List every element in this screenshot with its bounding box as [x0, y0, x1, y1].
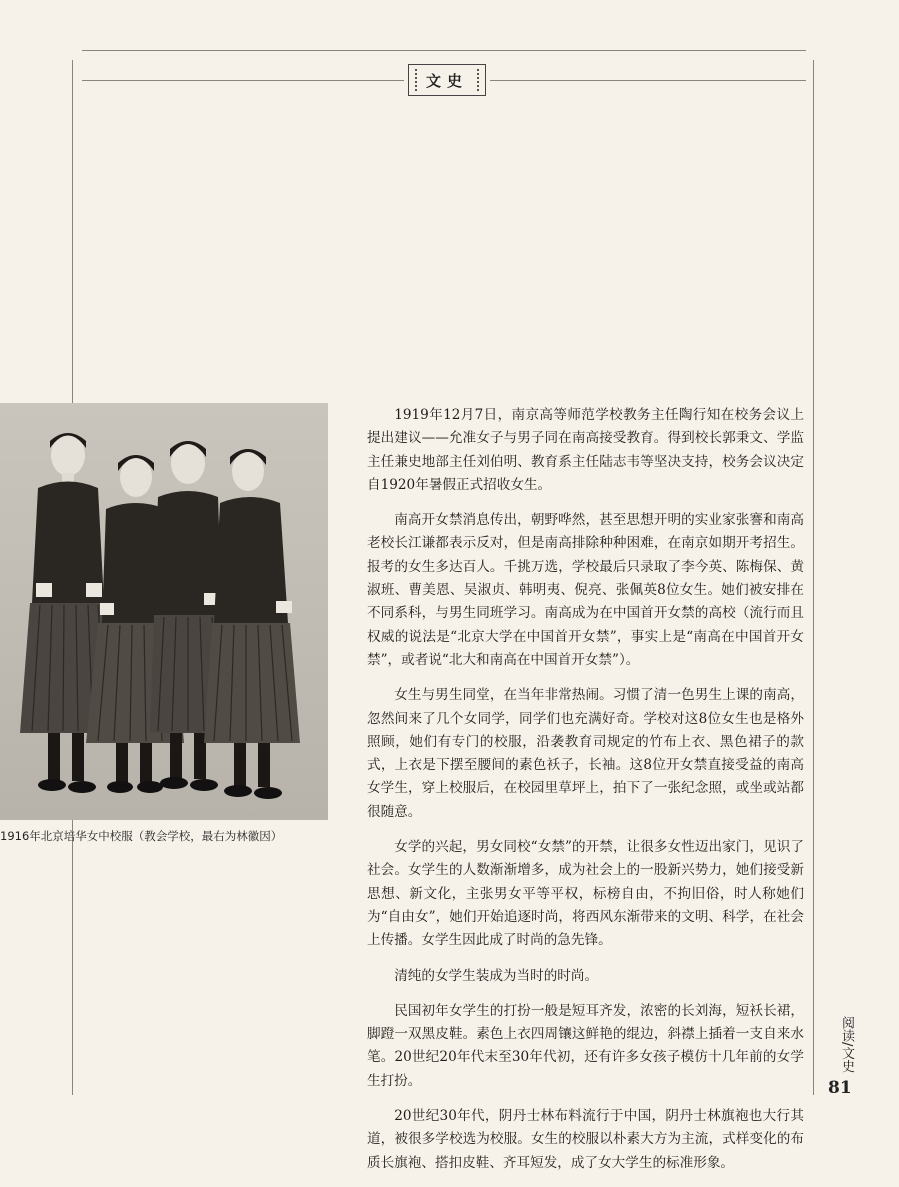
paragraph: 1919年12月7日，南京高等师范学校教务主任陶行知在校务会议上提出建议——允准女子与男子同在南高接受教育。得到校长郭秉文、学监主任兼史地部主任刘伯明、教育系主任陆志韦等坚决支持，校务会议决定自1920年暑假正式招收女生。	[367, 407, 804, 493]
right-margin-rule	[813, 60, 814, 1095]
section-title: 文史	[425, 71, 468, 90]
photo-illustration	[0, 403, 328, 820]
photo-caption: 1916年北京培华女中校服（教会学校，最右为林徽因）	[0, 829, 283, 843]
paragraph: 南高开女禁消息传出，朝野哗然，甚至思想开明的实业家张謇和南高老校长江谦都表示反对，但是南高排除种种困难，在南京如期开考招生。报考的女生多达百人。千挑万选，学校最后只录取了李今英、陈梅保、黄淑班、曹美恩、吴淑贞、韩明夷、倪亮、张佩英8位女生。她们被安排在不同系科，与男生同班学习。南高成为在中国首开女禁的高校（流行而且权威的说法是“北京大学在中国首开女禁”，事实上是“南高在中国首开女禁”，或者说“北大和南高在中国首开女禁”）。	[367, 512, 804, 668]
paragraph: 民国初年女学生的打扮一般是短耳齐发，浓密的长刘海，短袄长裙，脚蹬一双黑皮鞋。素色上衣四周镶这鲜艳的绲边，斜襟上插着一支自来水笔。20世纪20年代末至30年代初，还有许多女孩子模仿十几年前的女学生打扮。	[367, 1002, 804, 1089]
magazine-section-label: 阅读/文史	[839, 1016, 854, 1073]
paragraph: 女学的兴起，男女同校“女禁”的开禁，让很多女性迈出家门，见识了社会。女学生的人数渐渐增多，成为社会上的一股新兴势力，她们接受新思想、新文化，主张男女平等平权，标榜自由，不拘旧俗，时人称她们为“自由女”，她们开始追逐时尚，将西风东渐带来的文明、科学，在社会上传播。女学生因此成了时尚的急先锋。	[367, 839, 804, 949]
article-body	[367, 404, 804, 1187]
top-rule	[82, 50, 806, 51]
paragraph: 20世纪30年代，阴丹士林布料流行于中国，阴丹士林旗袍也大行其道，被很多学校选为校服。女生的校服以朴素大方为主流，式样变化的布质长旗袍、搭扣皮鞋、齐耳短发，成了女大学生的标准形象。	[367, 1108, 804, 1171]
page-number: 81	[828, 1078, 852, 1098]
header-rule-left	[82, 80, 404, 81]
header-rule-right	[490, 80, 806, 81]
historical-photo	[0, 403, 328, 820]
paragraph: 清纯的女学生装成为当时的时尚。	[394, 967, 599, 984]
paragraph: 女生与男生同堂，在当年非常热闹。习惯了清一色男生上课的南高，忽然间来了几个女同学，同学们也充满好奇。学校对这8位女生也是格外照顾，她们有专门的校服，沿袭教育司规定的竹布上衣、黑色裙子的款式，上衣是下摆至腰间的素色袄子，长袖。这8位开女禁直接受益的南高女学生，穿上校服后，在校园里草坪上，拍下了一张纪念照，或坐或站都很随意。	[367, 687, 804, 820]
section-badge	[408, 64, 486, 96]
